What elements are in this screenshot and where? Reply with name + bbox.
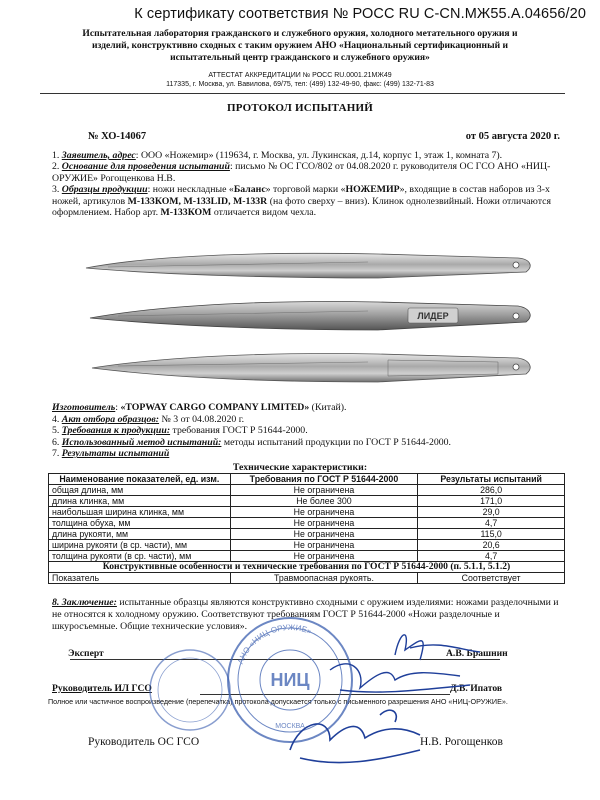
small-stamp-left — [150, 650, 230, 730]
cell-result: 4,7 — [418, 518, 565, 529]
item-results: 7. Результаты испытаний — [52, 448, 170, 460]
samples-article-kom: М-133КОМ — [160, 207, 212, 219]
cell-indicator: наибольшая ширина клинка, мм — [49, 507, 231, 518]
cell-result: 4,7 — [418, 551, 565, 562]
sampling-act-text: № 3 от 04.08.2020 г. — [159, 413, 245, 425]
manufacturer-country: (Китай). — [309, 402, 347, 413]
header-requirements: Требования по ГОСТ Р 51644-2000 — [230, 474, 418, 485]
cell-result: Соответствует — [418, 573, 565, 584]
cell-indicator: толщина рукояти (в ср. части), мм — [49, 551, 231, 562]
expert-signature — [395, 635, 480, 660]
results-label: Результаты испытаний — [61, 448, 170, 460]
cell-requirement: Не ограничена — [230, 551, 418, 562]
samples-text-g: (на фото сверху – вниз). Клинок однолезвийный. Ножи отличаются оформлением. Набор арт. — [52, 195, 551, 219]
item-sampling-act: 4. Акт отбора образцов: № 3 от 04.08.2020 г. — [52, 413, 245, 425]
cell-indicator: толщина обуха, мм — [49, 518, 231, 529]
samples-label: Образцы продукции — [61, 184, 148, 196]
conclusion-label: 8. Заключение: — [52, 597, 117, 608]
cell-result: 29,0 — [418, 507, 565, 518]
stamp-center-text: НИЦ — [270, 670, 310, 690]
table-caption: Технические характеристики: — [232, 462, 368, 473]
cell-result: 171,0 — [418, 496, 565, 507]
cell-indicator: Показатель — [49, 573, 231, 584]
header-indicator: Наименование показателей, ед. изм. — [49, 474, 231, 485]
manufacturer-name: «TOPWAY CARGO COMPANY LIMITED» — [120, 402, 310, 413]
lab-address: 117335, г. Москва, ул. Вавилова, 69/75, тел: (499) 132-49-90, факс: (499) 132-71-83 — [166, 81, 434, 88]
accreditation-number: АТТЕСТАТ АККРЕДИТАЦИИ № РОСС RU.0001.21МЖ49 — [208, 72, 392, 79]
applicant-label: Заявитель, адрес — [61, 150, 136, 161]
item-requirements: 5. Требования к продукции: требования ГОСТ Р 51644-2000. — [52, 425, 308, 437]
stamp-city-text: МОСКВА — [275, 723, 305, 730]
samples-articles: М-133КОМ, М-133LID, М-133R — [127, 195, 268, 207]
applicant-text: : ООО «Ножемир» (119634, г. Москва, ул. Лукинская, д.14, корпус 1, этаж 1, комната 7). — [135, 150, 503, 161]
cell-requirement: Не ограничена — [230, 540, 418, 551]
item-test-method: 6. Использованный метод испытаний: методы испытаний продукции по ГОСТ Р 51644-2000. — [52, 436, 451, 448]
sampling-act-label: Акт отбора образцов: — [61, 413, 160, 425]
cell-requirement: Не ограничена — [230, 529, 418, 540]
samples-brand: НОЖЕМИР — [345, 184, 400, 196]
certification-head-signature — [290, 710, 420, 762]
cell-indicator: длина клинка, мм — [49, 496, 231, 507]
certification-body-head-name: Н.В. Рогощенков — [420, 736, 503, 748]
knife-logo-lider: ЛИДЕР — [417, 311, 449, 321]
samples-text-i: отличается видом чехла. — [211, 207, 317, 219]
test-method-label: Использованный метод испытаний: — [61, 436, 222, 448]
cell-indicator: длина рукояти, мм — [49, 529, 231, 540]
cell-requirement: Травмоопасная рукоять. — [230, 573, 418, 584]
reproduction-footnote: Полное или частичное воспроизведение (перепечатка) протокола допускается только с письменного разрешения АНО «НИЦ-ОРУЖИЕ». — [48, 697, 508, 706]
expert-name: А.В. Брашнин — [446, 648, 508, 659]
requirements-label: Требования к продукции: — [61, 425, 171, 437]
samples-text-c: » торговой марки « — [265, 184, 346, 196]
test-method-text: методы испытаний продукции по ГОСТ Р 51644-2000. — [221, 436, 451, 448]
cell-requirement: Не ограничена — [230, 507, 418, 518]
item-samples: 3. Образцы продукции: ножи нескладные «Баланс» торговой марки «НОЖЕМИР», входящие в состав наборов из 3-х ножей, артикулов М-133КОМ, М-133LID, М-133R (на фото сверху – вниз). Клинок однолезвийный. Ножи отличаются оформлением. Набор арт. М-133КОМ отличается видом чехла. — [52, 184, 551, 219]
item-manufacturer: Изготовитель: «TOPWAY CARGO COMPANY LIMITED» (Китай). — [52, 402, 347, 413]
requirements-text: требования ГОСТ Р 51644-2000. — [170, 425, 308, 437]
conclusion-text: испытанные образцы являются конструктивно сходными с оружием изделиями: ножами разделочными и не относятся к холодному оружию. Соответствуют требованиям ГОСТ Р 51644-2000 «Ножи разделочные и шкуросъемные. Общие технические условия». — [52, 597, 559, 632]
samples-text-e: », входящие в состав наборов из 3-х ножей, артикулов — [52, 184, 550, 207]
lab-line-1: Испытательная лаборатория гражданского и служебного оружия, холодного метательного оружия и — [82, 28, 518, 39]
lab-line-2: изделий, конструктивно сходных с таким оружием АНО «Национальный сертификационный и — [91, 40, 509, 51]
manufacturer-label: Изготовитель — [52, 402, 116, 413]
item-basis: 2. Основание для проведения испытаний: письмо № ОС ГСО/802 от 04.08.2020 г. руководителя ОС ГСО АНО «НИЦ-ОРУЖИЕ» Рогощенкова Н.В. — [52, 161, 551, 184]
round-stamp — [228, 618, 352, 742]
basis-text: : письмо № ОС ГСО/802 от 04.08.2020 г. руководителя ОС ГСО АНО «НИЦ-ОРУЖИЕ» Рогощенкова Н.В. — [52, 161, 551, 184]
stamp-ring-text: АНО «НИЦ-ОРУЖИЕ» — [235, 622, 313, 666]
certification-body-head-role: Руководитель ОС ГСО — [88, 736, 200, 748]
expert-role: Эксперт — [68, 648, 104, 659]
protocol-date: от 05 августа 2020 г. — [465, 131, 560, 142]
cell-requirement: Не более 300 — [230, 496, 418, 507]
protocol-number: № ХО-14067 — [88, 131, 147, 142]
cell-indicator: ширина рукояти (в ср. части), мм — [49, 540, 231, 551]
item-applicant: 1. Заявитель, адрес: ООО «Ножемир» (119634, г. Москва, ул. Лукинская, д.14, корпус 1, этаж 1, комната 7). — [52, 150, 503, 161]
certificate-reference: К сертификату соответствия № РОСС RU С-CN.МЖ55.А.04656/20 — [134, 6, 586, 22]
cell-indicator: общая длина, мм — [49, 485, 231, 496]
lab-line-3: испытательный центр гражданского и служебного оружия» — [170, 52, 430, 63]
basis-label: Основание для проведения испытаний — [61, 161, 230, 173]
samples-model: Баланс — [233, 184, 266, 196]
constructive-title: Конструктивные особенности и технические требования по ГОСТ Р 51644-2000 (п. 5.1.1, 5.1.2) — [49, 562, 565, 573]
samples-text-a: : ножи нескладные « — [147, 184, 234, 196]
head-lab-role: Руководитель ИЛ ГСО — [52, 683, 152, 694]
page-title: ПРОТОКОЛ ИСПЫТАНИЙ — [226, 102, 374, 114]
cell-requirement: Не ограничена — [230, 518, 418, 529]
cell-result: 115,0 — [418, 529, 565, 540]
cell-result: 286,0 — [418, 485, 565, 496]
head-lab-name: Д.В. Ипатов — [450, 683, 503, 694]
cell-requirement: Не ограничена — [230, 485, 418, 496]
header-results: Результаты испытаний — [418, 474, 565, 485]
cell-result: 20,6 — [418, 540, 565, 551]
